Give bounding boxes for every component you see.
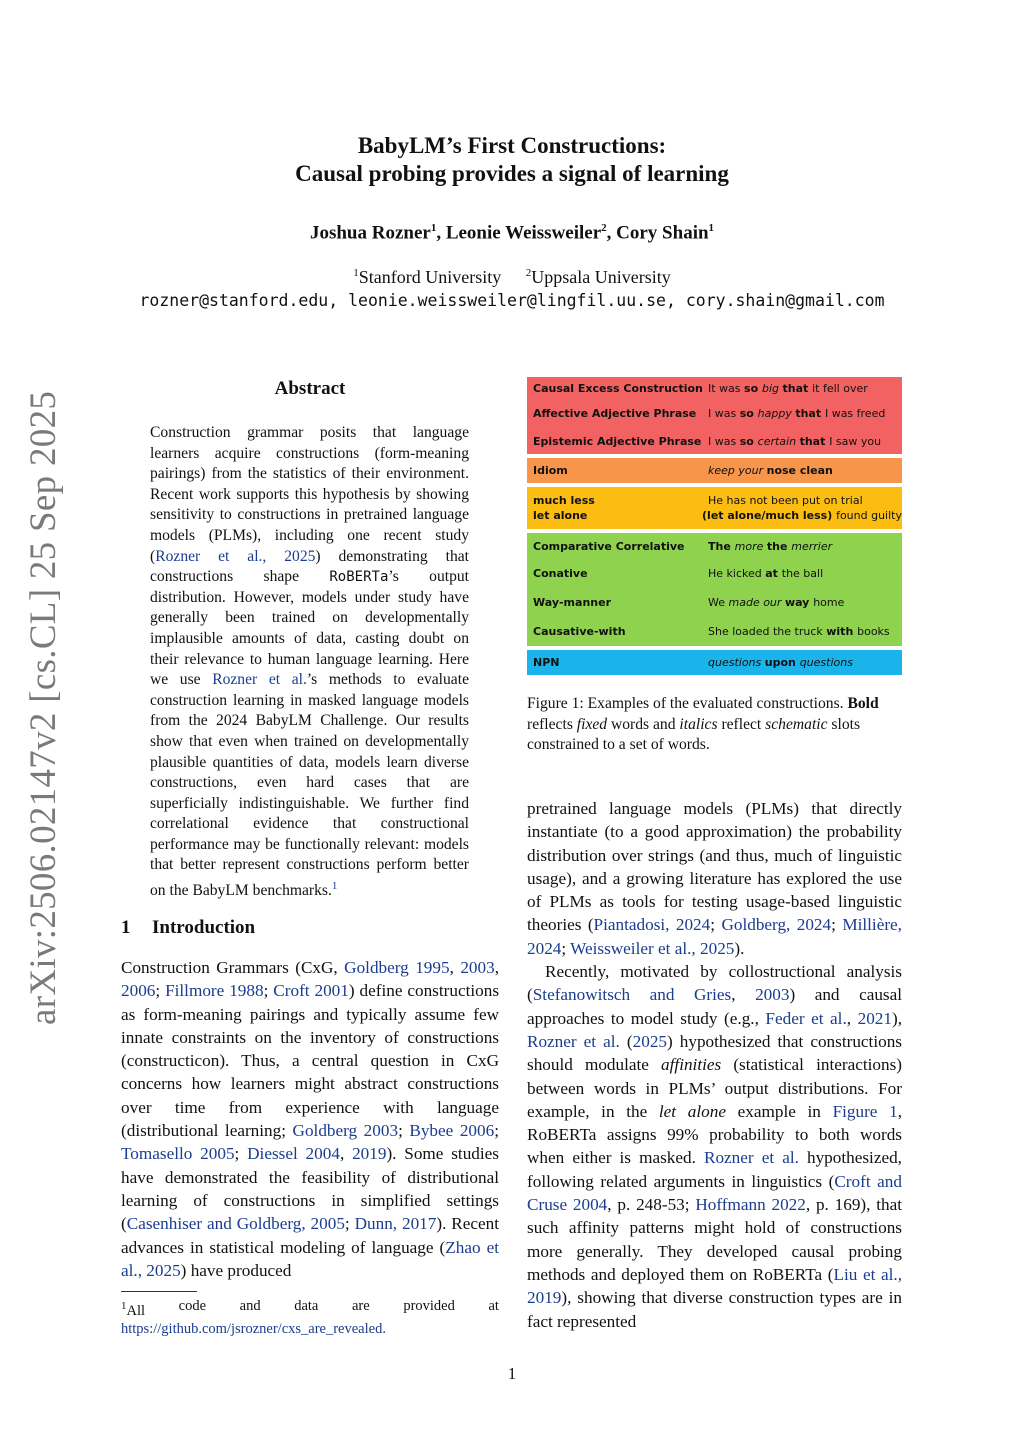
construction-example [708, 656, 902, 669]
footnote-word: provided [403, 1298, 455, 1314]
figure-construction-row [527, 377, 902, 399]
example-segment: I was [708, 407, 740, 420]
citation-link[interactable]: Piantadosi, 2024 [593, 915, 711, 935]
figure-construction-row [527, 559, 902, 588]
citation-link[interactable]: Weissweiler et al., 2025 [570, 938, 735, 958]
example-segment: I saw you [829, 434, 882, 448]
citation-link[interactable]: Millière, 2024 [527, 915, 902, 958]
citation-link[interactable]: Croft and Cruse 2004 [527, 1171, 902, 1215]
construction-example [702, 509, 902, 522]
section-number: 1 [121, 917, 131, 938]
example-segment: books [857, 625, 890, 638]
footnote-mark: 1 [121, 1300, 127, 1312]
example-segment: home [813, 596, 845, 609]
introduction-body [121, 956, 499, 1282]
construction-name: Idiom [533, 464, 568, 477]
example-segment: more [734, 539, 767, 553]
figure-caption: Figure 1: Examples of the evaluated constructions. Bold reflects fixed words and italics reflect schematic slots constrained to a set of words. [527, 695, 879, 754]
example-segment: that [782, 381, 813, 395]
citation-link[interactable]: 2006 [121, 981, 156, 1001]
construction-example [708, 567, 902, 580]
body-text: , [449, 958, 461, 977]
body-text: ; [494, 1121, 499, 1141]
example-segment: We [708, 596, 729, 609]
construction-name: Comparative Correlative [533, 539, 685, 553]
construction-example [708, 464, 902, 477]
citation-link[interactable]: Goldberg 1995 [344, 958, 450, 977]
citation-link[interactable]: Hoffmann 2022 [695, 1195, 806, 1215]
author-emails[interactable]: rozner@stanford.edu, leonie.weissweiler@lingfil.uu.se, cory.shain@gmail.com [139, 291, 885, 310]
author-name: Cory Shain [616, 222, 709, 244]
affiliation-mark: 2 [525, 267, 532, 279]
construction-example [708, 494, 902, 507]
footnote-word: at [488, 1298, 499, 1314]
citation-link[interactable]: Diessel 2004 [247, 1144, 340, 1164]
arxiv-identifier-stamp: arXiv:2506.02147v2 [cs.CL] 25 Sep 2025 [23, 390, 64, 1025]
body-text: ) define constructions as form-meaning pairings and typically assume few innate constraints on the inventory of constructions (constructicon). Thus, a central question in CxG concerns how learners might abstract constructions over time from experience with language (distributional learning; [121, 981, 500, 1141]
author-affiliation-mark: 1 [708, 222, 715, 234]
figure-construction-group [527, 533, 902, 646]
figure-constructions-table [527, 377, 902, 679]
footnote-word: and [239, 1298, 261, 1314]
affiliation-list [0, 267, 1024, 288]
citation-link[interactable]: Liu et al., 2019 [527, 1264, 902, 1308]
construction-example [708, 407, 902, 420]
paragraph: Recently, motivated by collostructional analysis (Stefanowitsch and Gries, 2003) and causal approaches to model study (e.g., Feder et al., 2021), Rozner et al. (2025) hypothesized that constructions should modulate affinities (statistical interactions) between words in PLMs’ output distributions. For example, in the let alone example in Figure 1, RoBERTa assigns 99% probability to both words when either is masked. Rozner et al. hypothesized, following related arguments in linguistics (Croft and Cruse 2004, p. 248-53; Hoffmann 2022, p. 169), that such affinity patterns might hold of constructions more generally. They developed causal probing methods and deployed them on RoBERTa (Liu et al., 2019), showing that diverse construction types are in fact represented [527, 962, 903, 1331]
abstract-text: ’s output distribution. However, models under study have generally been trained on developmentally implausible amounts of data, casting doubt on their relevance to human language learning. Here we use [150, 568, 469, 689]
construction-name: Conative [533, 567, 588, 580]
title-line-2: Causal probing provides a signal of learning [295, 161, 729, 186]
body-text: ; [398, 1121, 410, 1141]
citation-link[interactable]: Dunn, 2017 [354, 1214, 437, 1234]
paragraph: pretrained language models (PLMs) that directly instantiate (to a good approximation) the probability distribution over strings (and thus, much of linguistic usage), and a growing literature has explored the use of PLMs as tools for testing usage-based linguistic theories (Piantadosi, 2024; Goldberg, 2024; Millière, 2024; Weissweiler et al., 2025). [527, 799, 902, 958]
example-segment: found guilty [836, 509, 902, 522]
construction-name: Causal Excess Construction [533, 381, 703, 395]
example-segment: He has not been put on trial [708, 494, 863, 507]
example-segment: that [795, 407, 825, 420]
figure-construction-group [527, 487, 902, 529]
footnote-line [121, 1297, 499, 1320]
example-segment: made our [728, 596, 785, 609]
body-text: ). Some studies have demonstrated the feasibility of distributional learning of constructions in simplified settings ( [121, 1144, 499, 1234]
example-segment: nose clean [766, 464, 833, 477]
figure-construction-row [527, 508, 902, 523]
section-title: Introduction [152, 917, 256, 938]
figure-construction-group [527, 377, 902, 454]
construction-name: Way-manner [533, 596, 611, 609]
body-text: Construction Grammars (CxG, [121, 958, 345, 977]
figure-construction-row [527, 617, 902, 646]
page-number: 1 [507, 1364, 517, 1383]
citation-link[interactable]: Bybee 2006 [409, 1121, 495, 1141]
figure-construction-group [527, 650, 902, 675]
citation-link[interactable]: 2025 [632, 1031, 667, 1051]
author-affiliation-mark: 1 [430, 222, 437, 234]
author-list: Joshua Rozner$^1$, Leonie Weissweiler$^2$, Cory Shain$^1$ [309, 222, 715, 244]
construction-name: much less [533, 494, 595, 507]
affiliation-name: Uppsala University [531, 267, 671, 287]
author-name: Joshua Rozner [309, 222, 431, 244]
body-text: , [339, 1144, 353, 1164]
body-text: ). Recent advances in statistical modeling of language ( [121, 1214, 499, 1257]
construction-example [708, 625, 902, 638]
footnote [121, 1297, 499, 1338]
construction-example [708, 540, 902, 553]
affiliation [353, 267, 501, 287]
right-column-body [527, 797, 902, 1333]
example-segment: that [799, 434, 830, 448]
example-segment: The [708, 539, 735, 553]
footnote-word: $^1$All [121, 1300, 146, 1319]
footnote-word: code [178, 1298, 207, 1314]
affiliation [526, 267, 671, 287]
citation-link[interactable]: 2003 [755, 985, 790, 1005]
citation-link[interactable]: Rozner et al., 2025 [155, 547, 316, 565]
paper-title [0, 132, 1024, 188]
example-segment: He kicked [708, 567, 766, 580]
citation-link[interactable]: Feder et al. [765, 1008, 847, 1028]
example-segment: (let alone/much less) [702, 509, 837, 522]
affiliation-name: Stanford University [358, 267, 502, 287]
affiliation-mark: 1 [353, 267, 359, 279]
citation-link[interactable]: Tomasello 2005 [121, 1144, 235, 1164]
abstract-body [150, 423, 469, 902]
figure-construction-row [527, 399, 902, 428]
example-segment: She loaded the truck [708, 625, 827, 638]
citation-link[interactable]: Rozner et al. [527, 1031, 620, 1051]
example-segment: certain [757, 434, 800, 448]
citation-link[interactable]: Zhao et al., 2025 [121, 1237, 499, 1280]
model-name: RoBERTa [329, 569, 389, 586]
example-segment: way [784, 596, 814, 609]
figure-construction-row [527, 650, 902, 675]
citation-link[interactable]: Rozner et al. [703, 1148, 799, 1168]
footnote-divider [121, 1291, 197, 1292]
construction-name: Epistemic Adjective Phrase [533, 434, 702, 448]
footnote-word: data [294, 1298, 319, 1314]
figure-construction-group [527, 458, 902, 483]
citation-link[interactable]: Stefanowitsch and Gries [532, 985, 732, 1005]
section-heading-introduction [121, 917, 255, 939]
citation-link[interactable]: Goldberg 2003 [292, 1121, 399, 1141]
citation-link[interactable]: 2021 [857, 1008, 892, 1028]
example-segment: keep your [708, 464, 767, 477]
construction-name: let alone [533, 509, 588, 522]
figure-construction-row [527, 428, 902, 454]
example-segment: merrier [791, 539, 833, 553]
example-segment: happy [757, 407, 796, 420]
example-segment: at [765, 567, 782, 580]
author-name: Leonie Weissweiler [445, 222, 602, 244]
body-text: ) have produced [180, 1260, 292, 1280]
abstract-heading: Abstract [274, 378, 346, 399]
footnote-word: are [352, 1298, 370, 1314]
abstract-text: ’s methods to evaluate construction learning in masked language models from the 2024 BabyLM Challenge. Our results show that even when trained on developmentally plausible quantities of data, models learn diverse constructions, even hard cases that are superficially indistinguishable. We further find correlational evidence that constructional performance may be functionally relevant: models that better represent constructions perform better on the BabyLM benchmarks. [150, 671, 469, 900]
figure-reference-link[interactable]: Figure 1 [832, 1101, 898, 1121]
construction-name: NPN [533, 656, 560, 669]
construction-example [708, 435, 902, 448]
citation-link[interactable]: Goldberg, 2024 [721, 915, 832, 935]
citation-link[interactable]: Rozner et al. [212, 671, 307, 689]
figure-construction-row [527, 533, 902, 559]
citation-link[interactable]: 2003 [460, 958, 495, 977]
figure-construction-row [527, 588, 902, 617]
body-text: ; [263, 981, 274, 1001]
body-text: ; [155, 981, 166, 1001]
example-segment: questions [708, 656, 765, 669]
citation-link[interactable]: Casenhiser and Goldberg, 2005 [126, 1214, 345, 1234]
abstract-text: ) demonstrating that constructions shape [150, 547, 470, 586]
example-segment: it fell over [812, 381, 868, 395]
example-segment: I was [708, 434, 740, 448]
abstract-text: Construction grammar posits that language learners acquire constructions (form-meaning pairings) from the statistics of their environment. Recent work supports this hypothesis by showing sensitivity to constructions in pretrained language models (PLMs), including one recent study ( [150, 424, 469, 565]
example-segment: the ball [781, 567, 824, 580]
figure-construction-row [527, 458, 902, 483]
example-segment: upon [764, 656, 800, 669]
body-text: ; [234, 1144, 248, 1164]
title-line-1: BabyLM’s First Constructions: [357, 133, 667, 158]
example-segment: the [766, 539, 792, 553]
construction-name: Causative-with [533, 625, 626, 638]
figure-construction-row [527, 493, 902, 508]
construction-example [708, 382, 902, 395]
example-segment: so [739, 434, 758, 448]
citation-link[interactable]: 2019 [352, 1144, 387, 1164]
repository-link[interactable]: https://github.com/jsrozner/cxs_are_revealed. [121, 1320, 386, 1337]
example-segment: big [761, 381, 783, 395]
citation-link[interactable]: Fillmore 1988 [165, 981, 264, 1001]
example-segment: so [744, 381, 762, 395]
author-affiliation-mark: 2 [601, 222, 607, 234]
example-segment: with [826, 625, 858, 638]
construction-example [708, 596, 902, 609]
body-text: , [494, 958, 499, 977]
footnote-marker[interactable]: 1 [331, 880, 338, 893]
body-text: ; [344, 1214, 355, 1234]
example-segment: It was [708, 381, 745, 395]
citation-link[interactable]: Croft 2001 [273, 981, 349, 1001]
example-segment: questions [799, 656, 853, 669]
example-segment: so [739, 407, 758, 420]
construction-name: Affective Adjective Phrase [533, 407, 697, 420]
example-segment: I was freed [824, 407, 886, 420]
